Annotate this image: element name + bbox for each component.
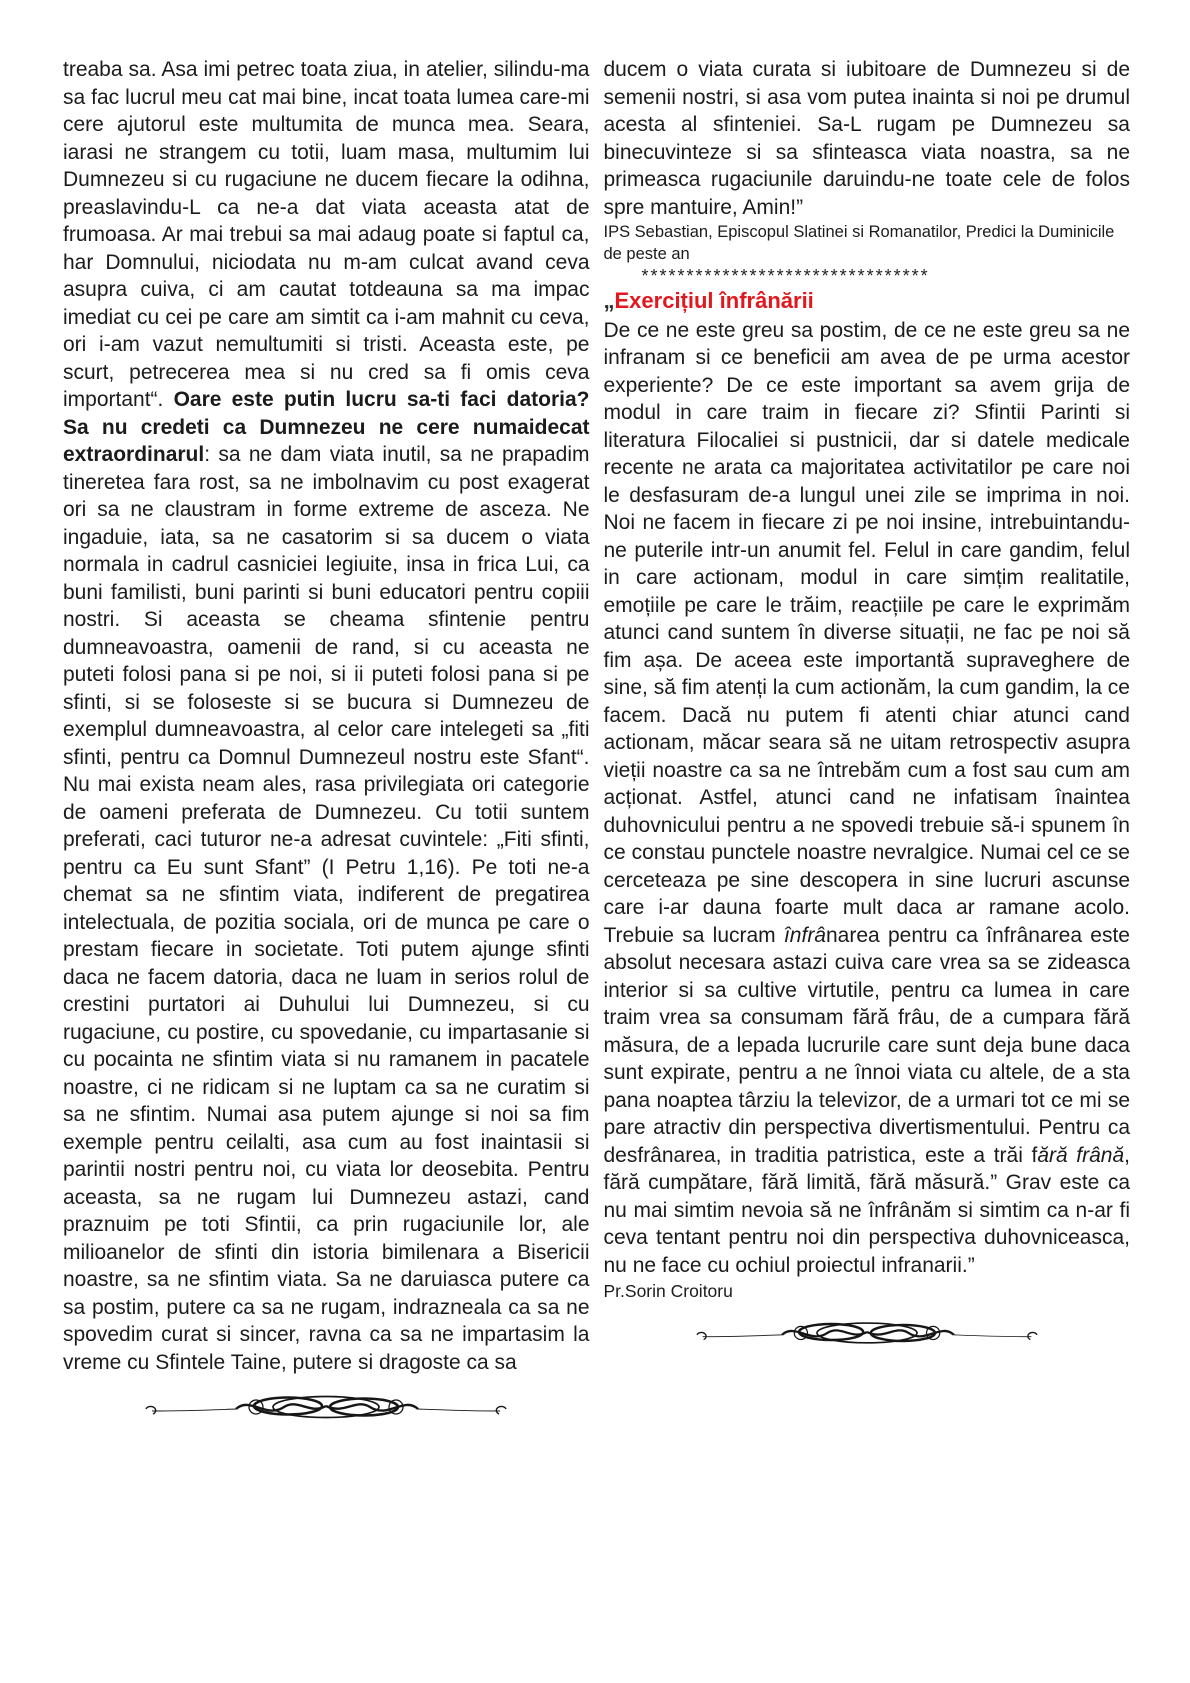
heading-quote-mark: „ [603,288,615,314]
body-part-1: De ce ne este greu sa postim, de ce ne este greu sa ne infranam si ce beneficii am avea de pe urma acestor experiente? De ce este important sa avem grija de modul in care traim in fiecare zi? Sfintii Parinti si literatura Filocaliei si pustnicii, dar si datele medicale recente ne arata ca majoritatea activitatilor pe care noi le desfasuram de-a lungul unei zile se imprima in noi. Noi ne facem in fiecare zi pe noi insine, intrebuintandu-ne puterile intr-un anumit fel. Felul in care gandim, felul in care actionam, modul in care simțim realitatile, emoțiile pe care le trăim, reacțiile pe care le exprimăm atunci cand suntem în diverse situații, ne fac pe noi să fim așa. De aceea este importantă supraveghere de sine, să fim atenți la cum actionăm, la cum gandim, la ce facem. Dacă nu putem fi atenti chiar atunci cand actionam, măcar seara să ne uitam retrospectiv asupra vieții noastre ca sa ne întrebăm cum a fost sau cum am acționat. Astfel, atunci cand ne infatisam înaintea duhovnicului pentru a ne spovedi trebuie să-i spunem în ce constau punctele noastre nevralgice. Numai cel ce se cerceteaza pe sine descopera in sine lucruri ascunse care i-ar dauna foarte mult daca ar ramane acolo. Trebuie sa lucram [603,318,1130,947]
italic-run-2: ără frână [1037,1143,1125,1167]
flourish-icon [136,1388,516,1424]
body-part-3: , fără cumpătare, fără limită, fără măsură.” Grav este ca nu mai simtim nevoia să ne înfrânăm si simtim ca n-ar fi ceva tentant pentru noi din perspectiva duhovniceasca, nu ne face cu ochiul proiectul infranarii.” [603,1143,1130,1277]
flourish-icon [682,1315,1052,1349]
attribution-line: IPS Sebastian, Episcopul Slatinei si Romanatilor, Predici la Duminicile de peste an [603,223,1115,263]
right-column [604,56,1131,1424]
left-column-paragraph [63,56,590,1376]
italic-run-1: înfrâ [783,923,826,947]
section-heading [604,287,1131,315]
ornament-divider-right [604,1315,1131,1349]
left-text-part-2: : sa ne dam viata inutil, sa ne prapadim tineretea fara rost, sa ne imbolnavim cu post exagerat ori sa ne claustram in forme extreme de asceza. Ne ingaduie, iata, sa ne casatorim si sa ducem o viata normala in cadrul casniciei legiuite, insa in frica Lui, ca buni familisti, buni parinti si buni educatori pentru copiii nostri. Si aceasta se cheama sfintenie pentru dumneavoastra, oamenii de rand, si cu aceasta ne puteti folosi pana si pe noi, si ii puteti folosi pana si pe sfinti, si se foloseste si se bucura si Dumnezeu de exemplul dumneavoastra, al celor care intelegeti sa „fiti sfinti, pentru ca Domnul Dumnezeul nostru este Sfant“. Nu mai exista neam ales, rasa privilegiata ori categorie de oameni preferata de Dumnezeu. Cu totii suntem preferati, caci tuturor ne-a adresat cuvintele: „Fiti sfinti, pentru ca Eu sunt Sfant” (I Petru 1,16). Pe toti ne-a chemat sa ne sfintim viata, indiferent de pregatirea intelectuala, de pozitia sociala, ori de munca pe care o prestam fiecare in societate. Toti putem ajunge sfinti daca ne facem datoria, daca ne luam in serios rolul de crestini purtatori ai Duhului lui Dumnezeu, si cu rugaciune, cu postire, cu spovedanie, cu impartasanie si cu pocainta ne sfintim viata si nu ramanem in pacatele noastre, ci ne ridicam si ne luptam ca sa ne curatim si sa ne sfintim. Numai asa putem ajunge si noi sa fim exemple pentru ceilalti, asa cum au fost inaintasii si parintii nostri pentru noi, cu viata lor deosebita. Pentru aceasta, sa ne rugam lui Dumnezeu astazi, cand praznuim pe toti Sfintii, ca prin rugaciunile lor, ale milioanelor de sfinti din istoria bimilenara a Bisericii noastre, sa ne sfintim viata. Sa ne daruiasca putere ca sa postim, putere ca sa ne rugam, indrazneala ca sa ne spovedim curat si sincer, ravna ca sa ne impartasim la vreme cu Sfintele Taine, putere si dragoste ca sa [63,443,590,1374]
heading-text: Exercițiul înfrânării [614,288,814,314]
body-part-2: narea pentru ca înfrânarea este absolut necesara astazi cuiva care vrea sa se zideasca interior si sa cultive virtutile, pentru ca lumea in care traim vrea sa consumam fără frâu, de a cumpara fără măsura, de a lepada lucrurile care sunt deja bune daca sunt expirate, pentru a ne înnoi viata cu altele, de a sta pana noaptea târziu la televizor, de a urmari tot ce mi se pare atractiv din perspectiva divertismentului. Pentru ca desfrânarea, in traditia patristica, este a trăi f [603,923,1130,1167]
left-text-part-1: treaba sa. Asa imi petrec toata ziua, in atelier, silindu-ma sa fac lucrul meu cat mai bine, incat toata lumea care-mi cere ajutorul este multumita de munca mea. Seara, iarasi ne strangem cu totii, luam masa, multumim lui Dumnezeu si cu rugaciune ne ducem fiecare la odihna, preaslavindu-L ca ne-a dat viata aceasta atat de frumoasa. Ar mai trebui sa mai adaug poate si faptul ca, har Domnului, niciodata nu m-am culcat avand ceva asupra cuiva, ci am cautat totdeauna sa ma impac imediat cu cei pe care am simtit ca i-am mahnit cu ceva, ori i-am vazut nemultumiti si tristi. Aceasta este, pe scurt, petrecerea mea si nu cred sa fi omis ceva important“. [63,58,590,411]
closing-quote-paragraph: ducem o viata curata si iubitoare de Dumnezeu si de semenii nostri, si asa vom putea inainta si noi pe drumul acesta al sfinteniei. Sa-L rugam pe Dumnezeu sa binecuvinteze si sa sfinteasca viata noastra, sa ne primeasca rugaciunile daruindu-ne toate cele de folos spre mantuire, Amin!” [603,58,1130,219]
section-body-paragraph [604,317,1131,1280]
bold-passage: Oare este putin lucru sa-ti faci datoria? Sa nu credeti ca Dumnezeu ne cere numaidecat extraordinarul [63,388,590,466]
author-signature: Pr.Sorin Croitoru [603,1281,733,1302]
ornament-divider-left [63,1388,590,1424]
left-column [63,56,590,1424]
asterisk-separator: ******************************** [641,265,930,286]
